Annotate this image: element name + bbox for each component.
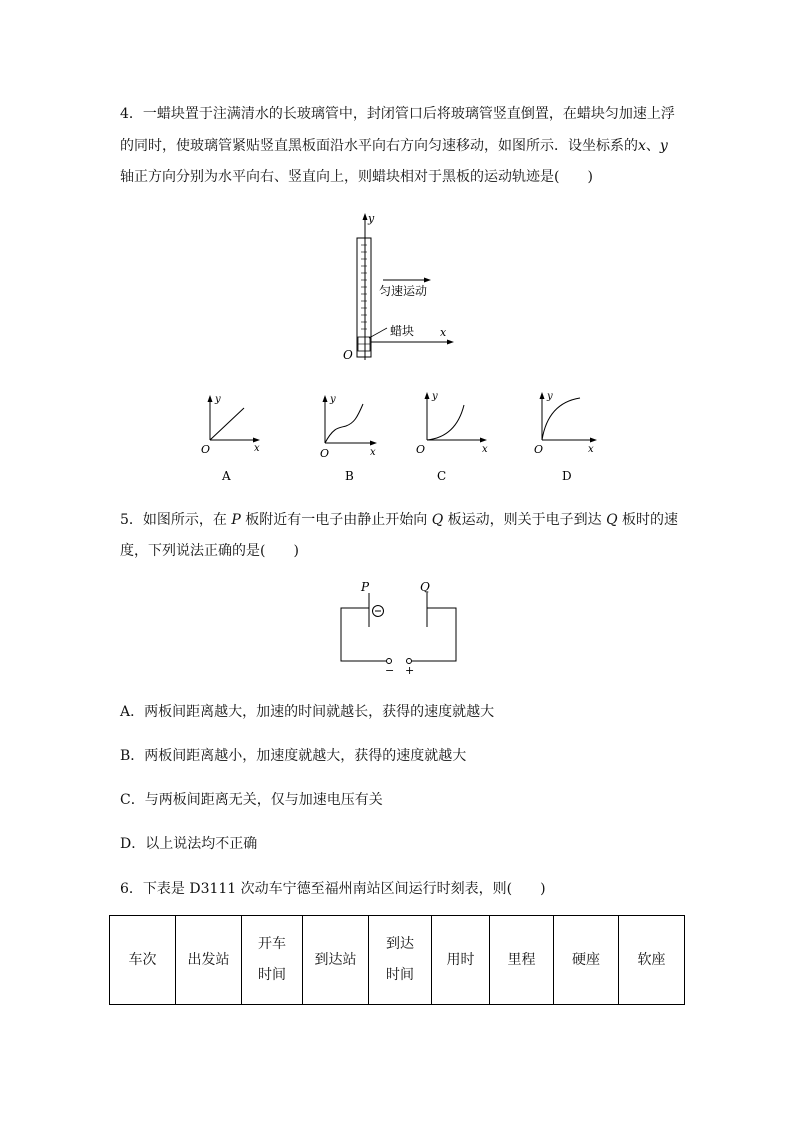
option-a-label: A bbox=[222, 469, 231, 483]
minus-label: − bbox=[385, 664, 395, 675]
q5-text-c: 板运动，则关于电子到达 bbox=[443, 512, 607, 528]
q5-choice-c: C．与两板间距离无关，仅与加速电压有关 bbox=[120, 792, 383, 808]
option-a-graph bbox=[195, 388, 265, 488]
tube-y-arrowhead bbox=[363, 213, 368, 220]
header-train-no: 车次 bbox=[110, 916, 176, 1005]
tube-ticks bbox=[361, 245, 367, 329]
q4-line-3: 轴正方向分别为水平向右、竖直向上，则蜡块相对于黑板的运动轨迹是( ) bbox=[120, 169, 593, 185]
option-d-graph bbox=[530, 385, 605, 485]
terminal-positive bbox=[407, 659, 412, 664]
glass-tube bbox=[357, 238, 371, 357]
option-d-y: y bbox=[547, 391, 553, 402]
q5-text-b: 板附近有一电子由静止开始向 bbox=[240, 512, 432, 528]
q4-line-2 bbox=[120, 135, 668, 155]
option-b-graph bbox=[310, 388, 385, 488]
header-distance: 里程 bbox=[490, 916, 554, 1005]
q5-var-p: P bbox=[231, 512, 241, 528]
option-c-x: x bbox=[482, 444, 488, 455]
header-arrival-station: 到达站 bbox=[303, 916, 369, 1005]
q5-line-1 bbox=[120, 509, 678, 529]
option-c-trajectory bbox=[427, 405, 464, 440]
option-a-x: x bbox=[254, 443, 260, 454]
q5-text-d: 板时的速 bbox=[617, 512, 679, 528]
option-d-label: D bbox=[562, 469, 572, 483]
option-b-x: x bbox=[370, 447, 376, 458]
q5-choice-a: A．两板间距离越大，加速的时间就越长，获得的速度就越大 bbox=[120, 704, 495, 720]
header-departure-time-l2: 时间 bbox=[258, 967, 286, 983]
header-arrival-time bbox=[369, 916, 432, 1005]
q4-line-2-text: 的同时，使玻璃管紧贴竖直黑板面沿水平向右方向匀速移动，如图所示．设坐标系的 bbox=[120, 138, 638, 154]
tube-y-label: y bbox=[368, 212, 375, 225]
plate-p-label: P bbox=[361, 580, 370, 594]
q5-var-q: Q bbox=[431, 512, 444, 528]
terminal-negative bbox=[387, 659, 392, 664]
header-soft-seat: 软座 bbox=[619, 916, 685, 1005]
option-c-label: C bbox=[437, 469, 447, 483]
q5-var-q2: Q bbox=[606, 512, 618, 528]
option-c-y: y bbox=[432, 391, 438, 402]
option-a-y: y bbox=[215, 394, 221, 405]
option-b-label: B bbox=[345, 469, 354, 483]
q5-text-a: 5．如图所示，在 bbox=[120, 512, 232, 528]
option-b-y: y bbox=[330, 394, 336, 405]
q4-sep: 、 bbox=[645, 138, 660, 154]
q4-var-x: x bbox=[638, 138, 646, 154]
tube-x-arrowhead bbox=[447, 340, 454, 345]
right-wire bbox=[412, 608, 456, 661]
q4-tube-figure bbox=[335, 205, 465, 365]
tube-origin-label: O bbox=[343, 348, 353, 362]
option-a-o: O bbox=[201, 443, 211, 456]
q5-choice-b: B．两板间距离越小，加速度就越大，获得的速度就越大 bbox=[120, 748, 467, 764]
q5-circuit-figure bbox=[335, 580, 465, 675]
q6-line: 6．下表是 D3111 次动车宁德至福州南站区间运行时刻表，则( ) bbox=[120, 881, 546, 897]
header-departure-time-l1: 开车 bbox=[258, 936, 286, 952]
option-b-o: O bbox=[320, 447, 330, 460]
header-duration: 用时 bbox=[432, 916, 490, 1005]
velocity-arrowhead bbox=[424, 278, 431, 283]
option-d-x: x bbox=[588, 444, 594, 455]
block-pointer-line bbox=[369, 328, 387, 338]
header-arrival-time-l2: 时间 bbox=[386, 967, 414, 983]
velocity-label: 匀速运动 bbox=[379, 284, 428, 298]
q5-line-2: 度，下列说法正确的是( ) bbox=[120, 543, 299, 559]
option-c-o: O bbox=[416, 443, 426, 456]
option-c-graph bbox=[412, 385, 492, 485]
q5-choice-d: D．以上说法均不正确 bbox=[120, 836, 258, 852]
table-row bbox=[110, 916, 685, 1005]
timetable bbox=[109, 915, 685, 1005]
option-b-trajectory bbox=[325, 404, 363, 443]
header-departure-time bbox=[242, 916, 303, 1005]
header-departure-station: 出发站 bbox=[176, 916, 242, 1005]
q4-line-1: 4．一蜡块置于注满清水的长玻璃管中，封闭管口后将玻璃管竖直倒置，在蜡块匀加速上浮 bbox=[120, 106, 675, 122]
header-hard-seat: 硬座 bbox=[554, 916, 619, 1005]
plate-q-label: Q bbox=[420, 580, 430, 594]
tube-x-label: x bbox=[440, 326, 447, 339]
q4-var-y: y bbox=[659, 138, 668, 154]
option-d-trajectory bbox=[542, 398, 580, 440]
option-a-trajectory bbox=[210, 408, 244, 440]
header-arrival-time-l1: 到达 bbox=[386, 936, 414, 952]
block-label: 蜡块 bbox=[390, 324, 415, 338]
option-d-o: O bbox=[534, 443, 544, 456]
plus-label: + bbox=[405, 664, 415, 675]
